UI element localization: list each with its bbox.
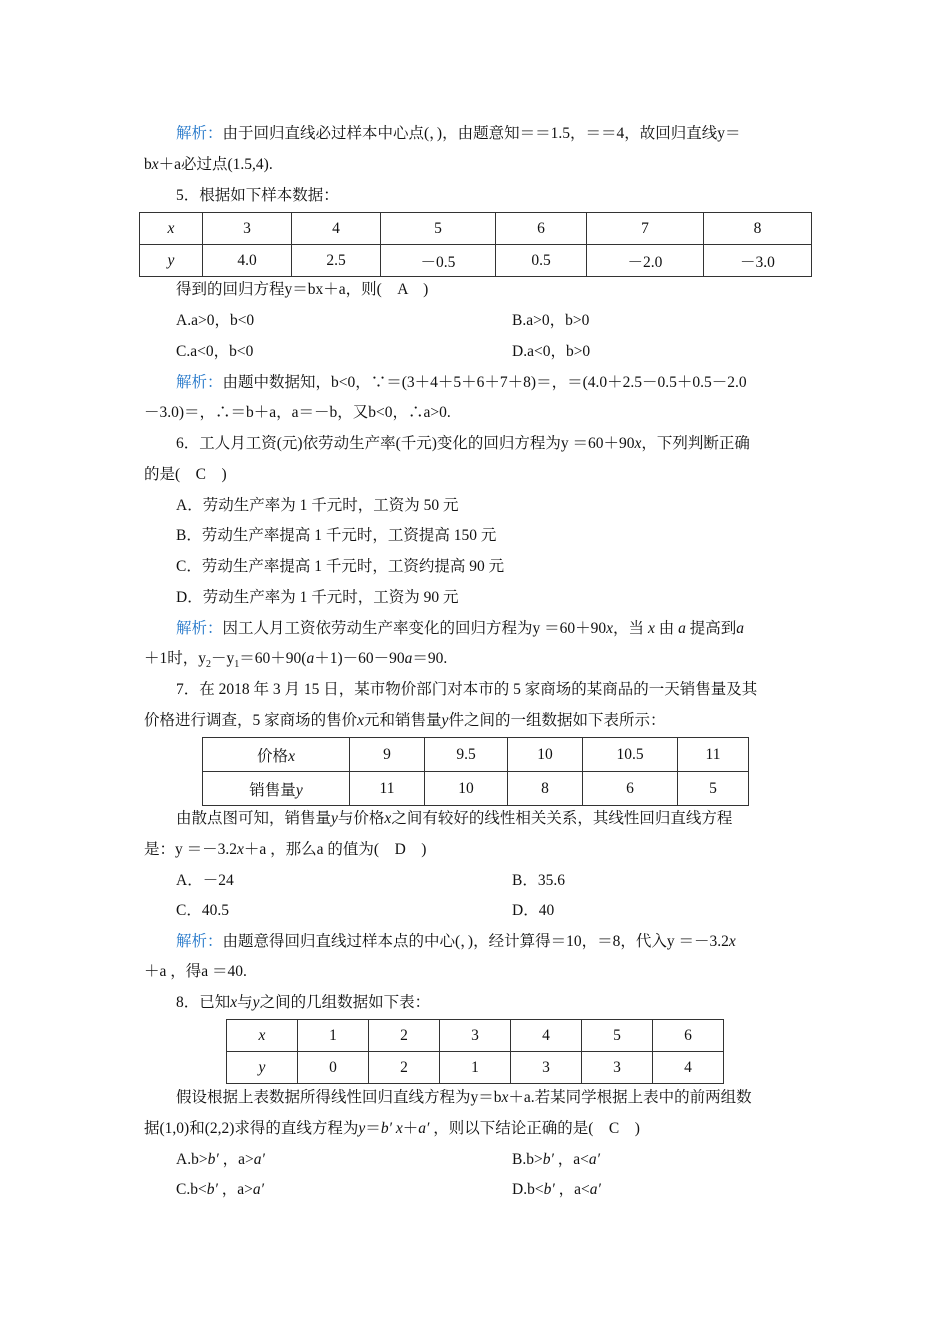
table-cell: 7 <box>587 213 704 245</box>
q8-data-table <box>226 1019 724 1084</box>
q8-after-line1: 假设根据上表数据所得线性回归直线方程为y＝bx＋a.若某同学根据上表中的前两组数 <box>176 1089 752 1106</box>
q5-solution-line2: －3.0)＝，∴＝b＋a，a＝－b，又b<0，∴a>0. <box>144 404 451 421</box>
table-header-cell: y <box>140 245 203 277</box>
table-cell: 5 <box>678 772 749 806</box>
table-row <box>203 772 749 806</box>
q7-option-c: C．40.5 <box>176 902 229 919</box>
table-cell: 1 <box>298 1020 369 1052</box>
q6-option-a: A．劳动生产率为 1 千元时，工资为 50 元 <box>176 497 459 514</box>
table-cell: 4 <box>292 213 381 245</box>
q6-option-b: B．劳动生产率提高 1 千元时，工资提高 150 元 <box>176 527 497 544</box>
table-cell: 8 <box>508 772 583 806</box>
q8-option-a: A.b>b′ ，a>a′ <box>176 1151 265 1168</box>
table-cell: －3.0 <box>704 245 812 277</box>
q6-stem-line1: 6．工人月工资(元)依劳动生产率(千元)变化的回归方程为y ＝60＋90x，下列判断正确 <box>176 435 750 452</box>
table-header-cell: y <box>227 1052 298 1084</box>
q6-option-d: D．劳动生产率为 1 千元时，工资为 90 元 <box>176 589 459 606</box>
table-cell: 10.5 <box>583 738 678 772</box>
table-cell: 10 <box>425 772 508 806</box>
table-cell: 2 <box>369 1020 440 1052</box>
table-row <box>227 1052 724 1084</box>
table-row <box>203 738 749 772</box>
table-cell: 8 <box>704 213 812 245</box>
table-cell: 3 <box>203 213 292 245</box>
table-cell: 6 <box>653 1020 724 1052</box>
table-header-cell: x <box>140 213 203 245</box>
q7-option-b: B．35.6 <box>512 872 565 889</box>
table-cell: 10 <box>508 738 583 772</box>
q7-solution-line1: 解析：由题意得回归直线过样本点的中心(，)，经计算得＝10，＝8，代入y ＝－3.2x <box>176 933 736 950</box>
table-cell: －2.0 <box>587 245 704 277</box>
q8-after-line2: 据(1,0)和(2,2)求得的直线方程为y＝b′ x＋a′ ，则以下结论正确的是( C ) <box>144 1120 640 1137</box>
q7-solution-line2: ＋a ，得a ＝40. <box>144 963 247 980</box>
q7-option-d: D．40 <box>512 902 555 919</box>
q6-stem-line2: 的是( C ) <box>144 466 227 483</box>
table-cell: －0.5 <box>381 245 496 277</box>
solution-label: 解析： <box>176 620 223 637</box>
q5-question: 得到的回归方程y＝bx＋a，则( A ) <box>176 281 429 298</box>
table-cell: 11 <box>350 772 425 806</box>
solution-label: 解析： <box>176 933 223 950</box>
q6-solution-line2: ＋1时，$y_2-y_1=60+90(a+1)-60-90a=90$. <box>144 650 448 671</box>
prev-solution-line1: 解析：由于回归直线必过样本中心点(，)，由题意知＝＝1.5，＝＝4，故回归直线y＝ <box>176 125 741 142</box>
solution-label: 解析： <box>176 374 223 391</box>
q5-option-d: D.a<0，b>0 <box>512 343 591 360</box>
q5-option-b: B.a>0，b>0 <box>512 312 590 329</box>
q5-solution-line1: 解析：由题中数据知，b<0，∵＝(3＋4＋5＋6＋7＋8)＝，＝(4.0＋2.5－0.5＋0.5－2.0 <box>176 374 747 391</box>
table-cell: 9 <box>350 738 425 772</box>
prev-solution-line2: bx＋a必过点(1.5,4). <box>144 156 273 173</box>
table-row <box>227 1020 724 1052</box>
q8-option-c: C.b<b′ ，a>a′ <box>176 1181 264 1198</box>
table-header-cell: x <box>227 1020 298 1052</box>
table-cell: 0.5 <box>496 245 587 277</box>
table-cell: 11 <box>678 738 749 772</box>
table-cell: 5 <box>381 213 496 245</box>
q8-option-b: B.b>b′ ，a<a′ <box>512 1151 600 1168</box>
table-cell: 2 <box>369 1052 440 1084</box>
q5-data-table <box>139 212 812 277</box>
table-header-cell: 价格x <box>203 738 350 772</box>
table-cell: 6 <box>583 772 678 806</box>
q5-stem: 5．根据如下样本数据： <box>176 187 339 204</box>
table-header-cell: 销售量y <box>203 772 350 806</box>
solution-label: 解析： <box>176 125 223 142</box>
q7-stem-line2: 价格进行调查，5 家商场的售价x元和销售量y件之间的一组数据如下表所示： <box>144 712 666 729</box>
table-cell: 3 <box>511 1052 582 1084</box>
q7-data-table <box>202 737 749 806</box>
table-cell: 6 <box>496 213 587 245</box>
table-cell: 1 <box>440 1052 511 1084</box>
q6-solution-line1: 解析：因工人月工资依劳动生产率变化的回归方程为y ＝60＋90x，当 x 由 a 提高到a <box>176 620 744 637</box>
table-row <box>140 245 812 277</box>
table-cell: 4.0 <box>203 245 292 277</box>
table-cell: 3 <box>440 1020 511 1052</box>
q5-option-a: A.a>0，b<0 <box>176 312 255 329</box>
q8-stem: 8．已知x与y之间的几组数据如下表： <box>176 994 431 1011</box>
table-row <box>140 213 812 245</box>
table-cell: 5 <box>582 1020 653 1052</box>
q7-after-line2: 是：y ＝－3.2x＋a ，那么a 的值为( D ) <box>144 841 427 858</box>
q5-option-c: C.a<0，b<0 <box>176 343 254 360</box>
q7-after-line1: 由散点图可知，销售量y与价格x之间有较好的线性相关关系，其线性回归直线方程 <box>176 810 733 827</box>
table-cell: 0 <box>298 1052 369 1084</box>
q8-option-d: D.b<b′ ，a<a′ <box>512 1181 601 1198</box>
table-cell: 9.5 <box>425 738 508 772</box>
q7-stem-line1: 7．在 2018 年 3 月 15 日，某市物价部门对本市的 5 家商场的某商品的一天销售量及其 <box>176 681 758 698</box>
table-cell: 3 <box>582 1052 653 1084</box>
table-cell: 2.5 <box>292 245 381 277</box>
q7-option-a: A．－24 <box>176 872 234 889</box>
q6-option-c: C．劳动生产率提高 1 千元时，工资约提高 90 元 <box>176 558 505 575</box>
table-cell: 4 <box>511 1020 582 1052</box>
table-cell: 4 <box>653 1052 724 1084</box>
